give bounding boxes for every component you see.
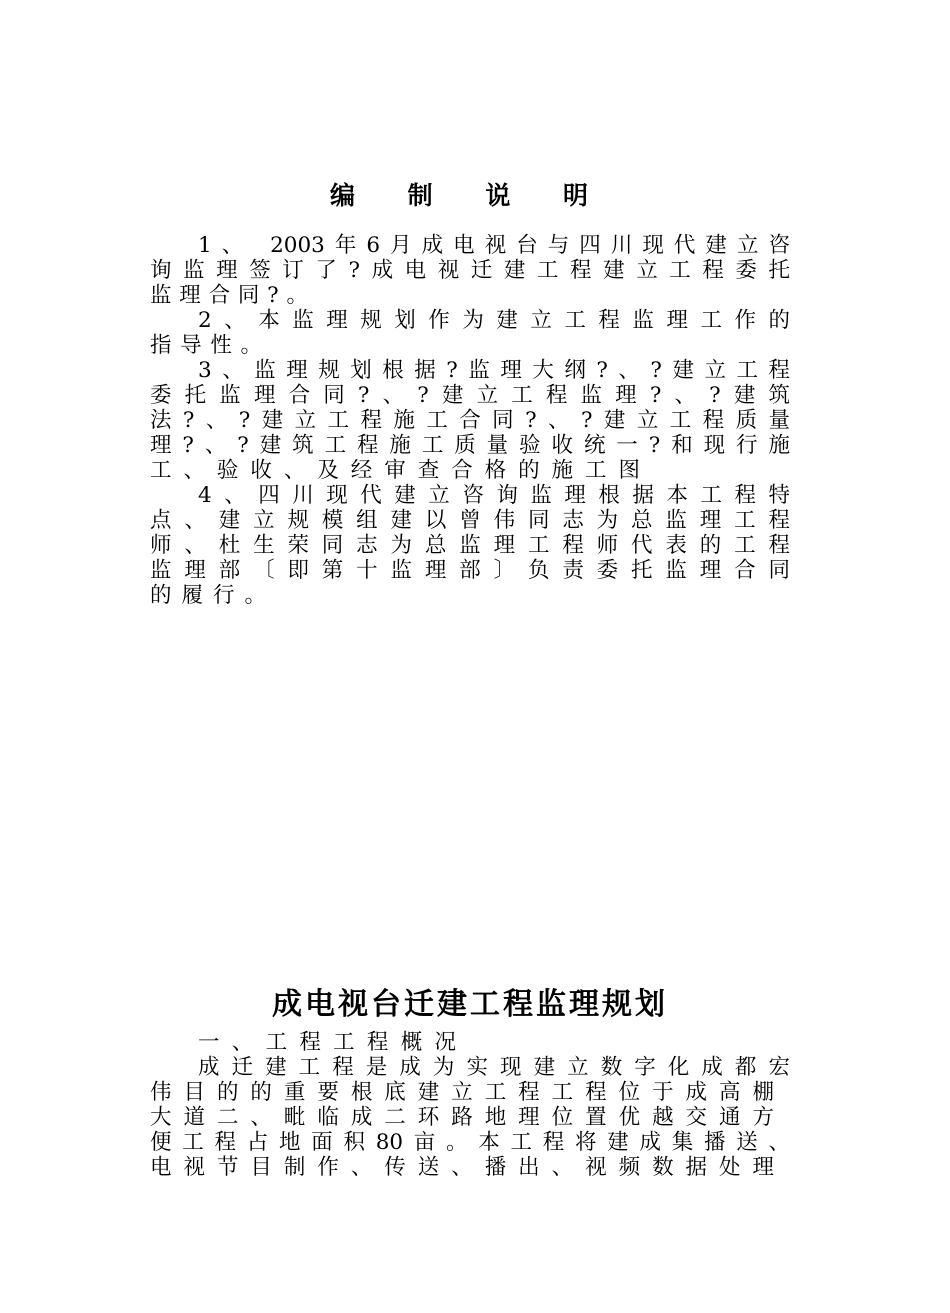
preface-line: 理?、?建筑工程施工质量验收统一?和现行施 bbox=[150, 433, 790, 458]
plan-line: 便工程占地面积80亩。本工程将建成集播送、 bbox=[150, 1130, 790, 1155]
plan-heading: 一、工程工程概况 bbox=[198, 1030, 456, 1055]
plan-line: 大道二、毗临成二环路地理位置优越交通方 bbox=[150, 1105, 774, 1130]
preface-line: 法?、?建立工程施工合同?、?建立工程质量 bbox=[150, 408, 790, 433]
plan-title: 成电视台迁建工程监理规划 bbox=[272, 987, 668, 1022]
preface-line: 监理合同?。 bbox=[150, 283, 308, 308]
preface-title: 编 制 说 明 bbox=[329, 181, 611, 210]
preface-line: 询监理签订了?成电视迁建工程建立工程委托 bbox=[150, 258, 790, 283]
preface-line: 的履行。 bbox=[150, 583, 266, 608]
preface-line: 师、杜生荣同志为总监理工程师代表的工程 bbox=[150, 533, 790, 558]
preface-line: 1、 2003年6月成电视台与四川现代建立咨 bbox=[198, 233, 790, 258]
preface-line: 监理部〔即第十监理部〕负责委托监理合同 bbox=[150, 558, 790, 583]
preface-line: 点、建立规模组建以曾伟同志为总监理工程 bbox=[150, 508, 790, 533]
preface-line: 工、验收、及经审查合格的施工图 bbox=[150, 458, 640, 483]
preface-line: 委托监理合同?、?建立工程监理?、?建筑 bbox=[150, 383, 790, 408]
preface-line: 2、本监理规划作为建立工程监理工作的 bbox=[198, 308, 790, 333]
plan-line: 电视节目制作、传送、播出、视频数据处理 bbox=[150, 1155, 774, 1180]
preface-line: 指导性。 bbox=[150, 333, 262, 358]
preface-line: 3、监理规划根据?监理大纲?、?建立工程 bbox=[198, 358, 790, 383]
preface-line: 4、四川现代建立咨询监理根据本工程特 bbox=[198, 483, 790, 508]
plan-line: 成迁建工程是成为实现建立数字化成都宏 bbox=[198, 1055, 790, 1080]
plan-line: 伟目的的重要根底建立工程工程位于成高棚 bbox=[150, 1080, 774, 1105]
